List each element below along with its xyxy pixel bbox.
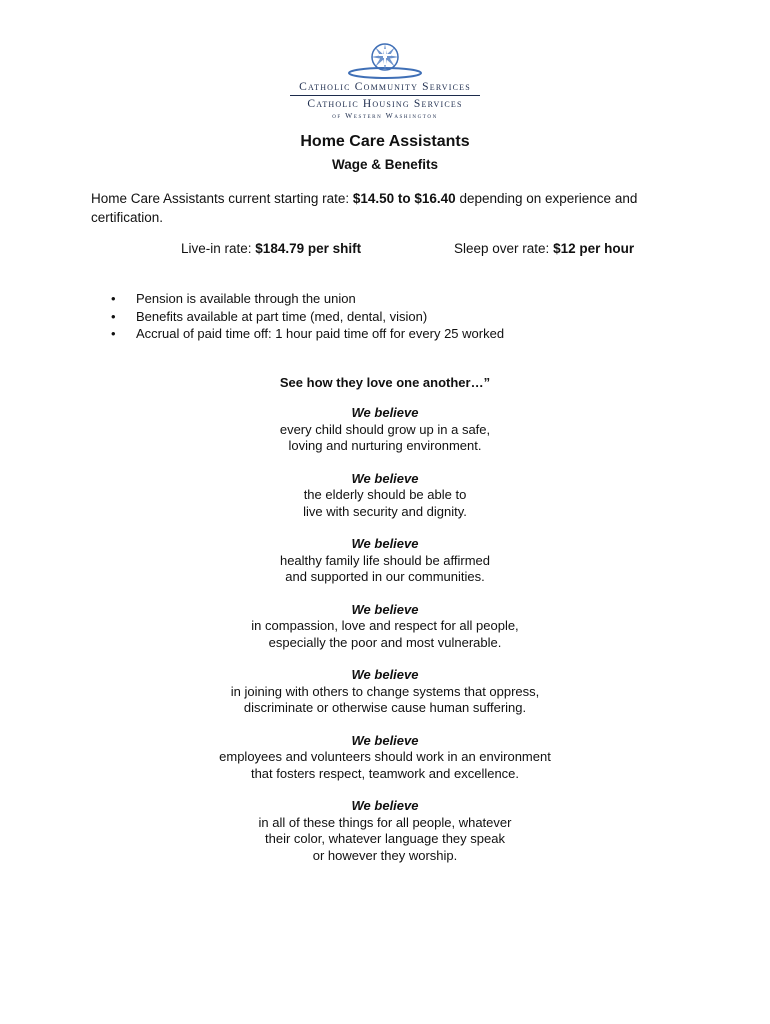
belief-line: healthy family life should be affirmed [279,552,491,568]
starting-rate-prefix: Home Care Assistants current starting rate: [91,191,353,206]
sleep-over-rate-value: $12 per hour [553,241,635,256]
belief-line: that fosters respect, teamwork and excellence. [250,765,520,781]
bullet-icon: • [111,291,116,306]
belief-block [0,536,770,586]
benefits-list [111,290,504,343]
list-item: • Accrual of paid time off: 1 hour paid time off for every 25 worked [111,326,505,341]
belief-block [0,602,770,652]
logo-divider [290,95,480,96]
belief-line: their color, whatever language they speak [265,831,505,846]
beliefs-section [0,405,770,880]
belief-block [0,733,770,783]
starting-rate-suffix: depending on experience and certification. [91,191,638,225]
bullet-icon: • [111,308,116,324]
belief-heading: We believe [351,732,419,748]
belief-heading: We believe [351,536,419,551]
live-in-rate-value: $184.79 per shift [255,241,362,256]
starting-rate-paragraph [91,189,671,227]
belief-line: and supported in our communities. [285,569,485,584]
belief-line: employees and volunteers should work in an environment [219,749,551,764]
belief-heading: We believe [351,405,419,420]
belief-block [0,667,770,717]
list-item: • Benefits available at part time (med, dental, vision) [111,308,428,324]
belief-line: every child should grow up in a safe, [279,421,491,437]
belief-line: in compassion, love and respect for all people, [251,618,519,633]
live-in-rate-label: Live-in rate: [181,241,256,256]
belief-line: discriminate or otherwise cause human suffering. [243,700,527,715]
page-subtitle: Wage & Benefits [331,157,439,172]
belief-line: the elderly should be able to [303,487,467,502]
belief-line: in all of these things for all people, whatever [258,814,512,830]
sleep-over-rate-label: Sleep over rate: [454,241,554,256]
belief-block [0,405,770,455]
organization-logo [0,40,770,121]
belief-line: loving and nurturing environment. [288,438,482,453]
logo-text-region: of Western Washington [332,111,438,120]
logo-emblem-icon [345,40,425,80]
live-in-rate [181,241,361,256]
belief-line: in joining with others to change systems that oppress, [230,683,540,699]
page-title: Home Care Assistants [300,133,470,150]
belief-heading: We believe [351,667,419,682]
belief-block [0,798,770,864]
belief-heading: We believe [351,601,419,617]
tagline: See how they love one another…” [279,375,491,390]
logo-text-ccs: Catholic Community Services [299,81,471,93]
list-item: • Pension is available through the union [111,291,356,306]
belief-line: or however they worship. [312,847,458,863]
belief-block [0,471,770,521]
belief-heading: We believe [351,798,419,813]
belief-line: live with security and dignity. [303,503,467,519]
bullet-icon: • [111,326,116,341]
belief-line: especially the poor and most vulnerable. [268,634,502,650]
starting-rate-value: $14.50 to $16.40 [352,191,456,206]
logo-text-chs: Catholic Housing Services [307,98,463,110]
sleep-over-rate [454,241,634,256]
belief-heading: We believe [351,470,419,486]
